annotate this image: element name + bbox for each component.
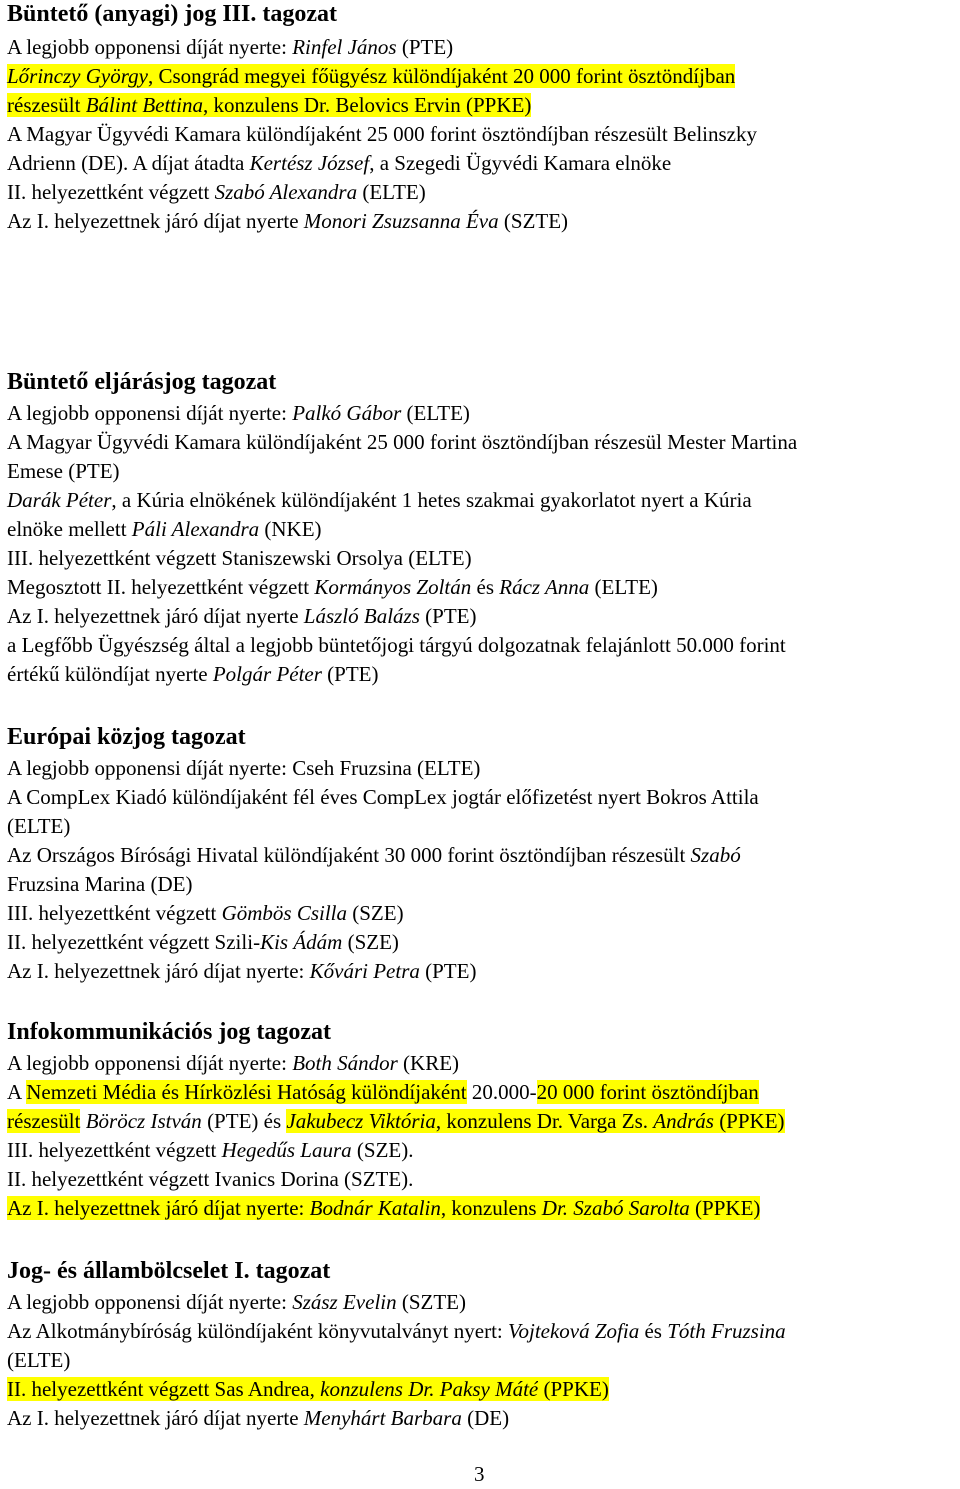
name-text: Kis Ádám: [260, 930, 343, 954]
text-line: [7, 178, 426, 207]
text-segment: , a Szegedi Ügyvédi Kamara elnöke: [369, 151, 672, 175]
text-segment: A: [7, 1080, 27, 1104]
text-segment: és: [471, 575, 500, 599]
text-segment: (SZE).: [351, 1138, 414, 1162]
text-line: [7, 399, 470, 428]
highlighted-text: , konzulens: [440, 1196, 542, 1220]
text-line: [7, 754, 480, 783]
text-segment: III. helyezettként végzett Staniszewski Orsolya (ELTE): [7, 546, 472, 570]
section-heading: [7, 1018, 331, 1047]
highlighted-text: (PPKE): [689, 1196, 761, 1220]
name-text: Vojteková Zofia: [508, 1319, 640, 1343]
name-text: Darák Péter: [7, 488, 112, 512]
text-line: [7, 91, 531, 120]
text-line: [7, 841, 741, 870]
name-text: László Balázs: [303, 604, 420, 628]
highlighted-text: Lőrinczy György: [7, 64, 148, 88]
text-line: [7, 33, 453, 62]
text-segment: A Magyar Ügyvédi Kamara különdíjaként 25 000 forint ösztöndíjban részesült Belinszky: [7, 122, 758, 146]
highlighted-text: részesült: [7, 93, 86, 117]
text-line: [7, 1404, 509, 1433]
text-segment: értékű különdíjat nyerte: [7, 662, 213, 686]
text-line: [7, 928, 399, 957]
text-segment: A legjobb opponensi díját nyerte:: [7, 35, 293, 59]
text-segment: III. helyezettként végzett: [7, 901, 222, 925]
text-segment: A CompLex Kiadó különdíjaként fél éves CompLex jogtár előfizetést nyert Bokros Attila: [7, 785, 759, 809]
highlighted-text: Az I. helyezettnek járó díjat nyerte:: [7, 1196, 310, 1220]
name-text: Rinfel János: [292, 35, 397, 59]
text-segment: Az I. helyezettnek járó díjat nyerte: [7, 604, 304, 628]
name-text: Páli Alexandra: [131, 517, 260, 541]
text-segment: (PTE): [321, 662, 379, 686]
text-line: [7, 870, 192, 899]
name-text: Tóth Fruzsina: [667, 1319, 786, 1343]
name-text: Szabó: [690, 843, 741, 867]
section-heading: [7, 723, 246, 752]
text-line: [7, 1107, 785, 1136]
name-text: Böröcz István: [85, 1109, 202, 1133]
name-text: Menyhárt Barbara: [303, 1406, 462, 1430]
text-segment: Büntető eljárásjog tagozat: [7, 369, 277, 395]
text-line: [7, 1078, 759, 1107]
text-line: [7, 602, 476, 631]
text-segment: (ELTE): [7, 1348, 71, 1372]
text-segment: III. helyezettként végzett: [7, 1138, 222, 1162]
text-segment: A legjobb opponensi díját nyerte:: [7, 1051, 293, 1075]
text-segment: Az I. helyezettnek járó díjat nyerte: [7, 209, 304, 233]
text-segment: (PTE): [419, 604, 477, 628]
text-segment: Fruzsina Marina (DE): [7, 872, 193, 896]
text-segment: (PTE): [396, 35, 454, 59]
highlighted-text: konzulens Dr. Paksy Máté: [320, 1377, 539, 1401]
highlighted-text: 20 000 forint ösztöndíjban: [536, 1080, 759, 1104]
text-segment: (ELTE): [401, 401, 470, 425]
text-segment: (SZE): [342, 930, 399, 954]
name-text: Rácz Anna: [499, 575, 590, 599]
text-segment: Büntető (anyagi) jog III. tagozat: [7, 1, 337, 27]
text-line: [7, 1165, 413, 1194]
text-line: [7, 62, 735, 91]
text-segment: Adrienn (DE). A díjat átadta: [7, 151, 250, 175]
text-line: [7, 812, 70, 841]
name-text: Kertész József: [249, 151, 370, 175]
text-segment: (ELTE): [589, 575, 658, 599]
text-line: [7, 783, 759, 812]
text-line: [7, 515, 322, 544]
name-text: Szász Evelin: [292, 1290, 397, 1314]
text-line: [7, 207, 568, 236]
text-segment: Jog- és állambölcselet I. tagozat: [7, 1258, 331, 1284]
section-heading: [7, 0, 337, 29]
text-segment: (ELTE): [7, 814, 71, 838]
name-text: Hegedűs Laura: [221, 1138, 352, 1162]
text-segment: Emese (PTE): [7, 459, 120, 483]
text-segment: II. helyezettként végzett: [7, 180, 215, 204]
text-line: [7, 1375, 609, 1404]
text-line: [7, 149, 671, 178]
text-segment: Európai közjog tagozat: [7, 724, 246, 750]
text-segment: A legjobb opponensi díját nyerte:: [7, 401, 293, 425]
text-segment: II. helyezettként végzett Szili-: [7, 930, 261, 954]
text-line: [7, 544, 472, 573]
text-segment: (NKE): [259, 517, 322, 541]
text-segment: (ELTE): [357, 180, 426, 204]
text-line: [7, 899, 404, 928]
text-line: [7, 1136, 413, 1165]
name-text: Kővári Petra: [309, 959, 420, 983]
text-segment: 20.000-: [466, 1080, 537, 1104]
highlighted-text: Jakubecz Viktória: [286, 1109, 436, 1133]
text-line: [7, 120, 757, 149]
name-text: Kormányos Zoltán: [314, 575, 472, 599]
text-segment: (PTE) és: [201, 1109, 287, 1133]
highlighted-text: Nemzeti Média és Hírközlési Hatóság különdíjaként: [26, 1080, 467, 1104]
text-line: [7, 957, 476, 986]
text-line: [7, 631, 786, 660]
name-text: Szabó Alexandra: [214, 180, 358, 204]
name-text: Gömbös Csilla: [221, 901, 347, 925]
text-line: [7, 1317, 786, 1346]
highlighted-text: részesült: [7, 1109, 81, 1133]
text-segment: és: [639, 1319, 668, 1343]
text-line: [7, 660, 379, 689]
text-segment: Megosztott II. helyezettként végzett: [7, 575, 315, 599]
highlighted-text: Bálint Bettina: [85, 93, 203, 117]
text-segment: Az Országos Bírósági Hivatal különdíjaként 30 000 forint ösztöndíjban részesült: [7, 843, 691, 867]
text-segment: A Magyar Ügyvédi Kamara különdíjaként 25 000 forint ösztöndíjban részesül Mester Martina: [7, 430, 798, 454]
text-segment: II. helyezettként végzett Ivanics Dorina (SZTE).: [7, 1167, 414, 1191]
text-line: [7, 1288, 466, 1317]
text-segment: A legjobb opponensi díját nyerte:: [7, 1290, 293, 1314]
highlighted-text: , Csongrád megyei főügyész különdíjaként 20 000 forint ösztöndíjban: [147, 64, 736, 88]
text-segment: (PTE): [419, 959, 477, 983]
text-segment: (KRE): [397, 1051, 460, 1075]
text-line: [7, 1194, 760, 1223]
text-segment: (SZE): [347, 901, 404, 925]
highlighted-text: (PPKE): [713, 1109, 785, 1133]
text-line: [7, 457, 120, 486]
highlighted-text: Dr. Szabó Sarolta: [541, 1196, 690, 1220]
text-segment: Az I. helyezettnek járó díjat nyerte:: [7, 959, 310, 983]
highlighted-text: , konzulens Dr. Belovics Ervin (PPKE): [202, 93, 532, 117]
text-segment: Infokommunikációs jog tagozat: [7, 1019, 332, 1045]
text-segment: (DE): [461, 1406, 510, 1430]
text-segment: (SZTE): [396, 1290, 467, 1314]
text-segment: A legjobb opponensi díját nyerte: Cseh Fruzsina (ELTE): [7, 756, 481, 780]
highlighted-text: András: [653, 1109, 714, 1133]
highlighted-text: II. helyezettként végzett Sas Andrea,: [7, 1377, 321, 1401]
text-segment: a Legfőbb Ügyészség által a legjobb büntetőjogi tárgyú dolgozatnak felajánlott 50.000 forint: [7, 633, 786, 657]
section-heading: [7, 368, 276, 397]
text-segment: (SZTE): [498, 209, 569, 233]
text-segment: elnöke mellett: [7, 517, 132, 541]
text-line: [7, 428, 797, 457]
text-segment: , a Kúria elnökének különdíjaként 1 hetes szakmai gyakorlatot nyert a Kúria: [111, 488, 752, 512]
section-heading: [7, 1257, 330, 1286]
text-line: [7, 486, 752, 515]
name-text: Palkó Gábor: [292, 401, 402, 425]
text-line: [7, 573, 658, 602]
text-segment: Az Alkotmánybíróság különdíjaként könyvutalványt nyert:: [7, 1319, 508, 1343]
text-line: [7, 1346, 70, 1375]
name-text: Polgár Péter: [212, 662, 322, 686]
highlighted-text: Bodnár Katalin: [309, 1196, 441, 1220]
name-text: Both Sándor: [292, 1051, 398, 1075]
highlighted-text: (PPKE): [538, 1377, 609, 1401]
page-number: 3: [474, 1462, 485, 1486]
highlighted-text: , konzulens Dr. Varga Zs.: [435, 1109, 654, 1133]
text-line: [7, 1049, 459, 1078]
name-text: Monori Zsuzsanna Éva: [303, 209, 499, 233]
text-segment: Az I. helyezettnek járó díjat nyerte: [7, 1406, 304, 1430]
